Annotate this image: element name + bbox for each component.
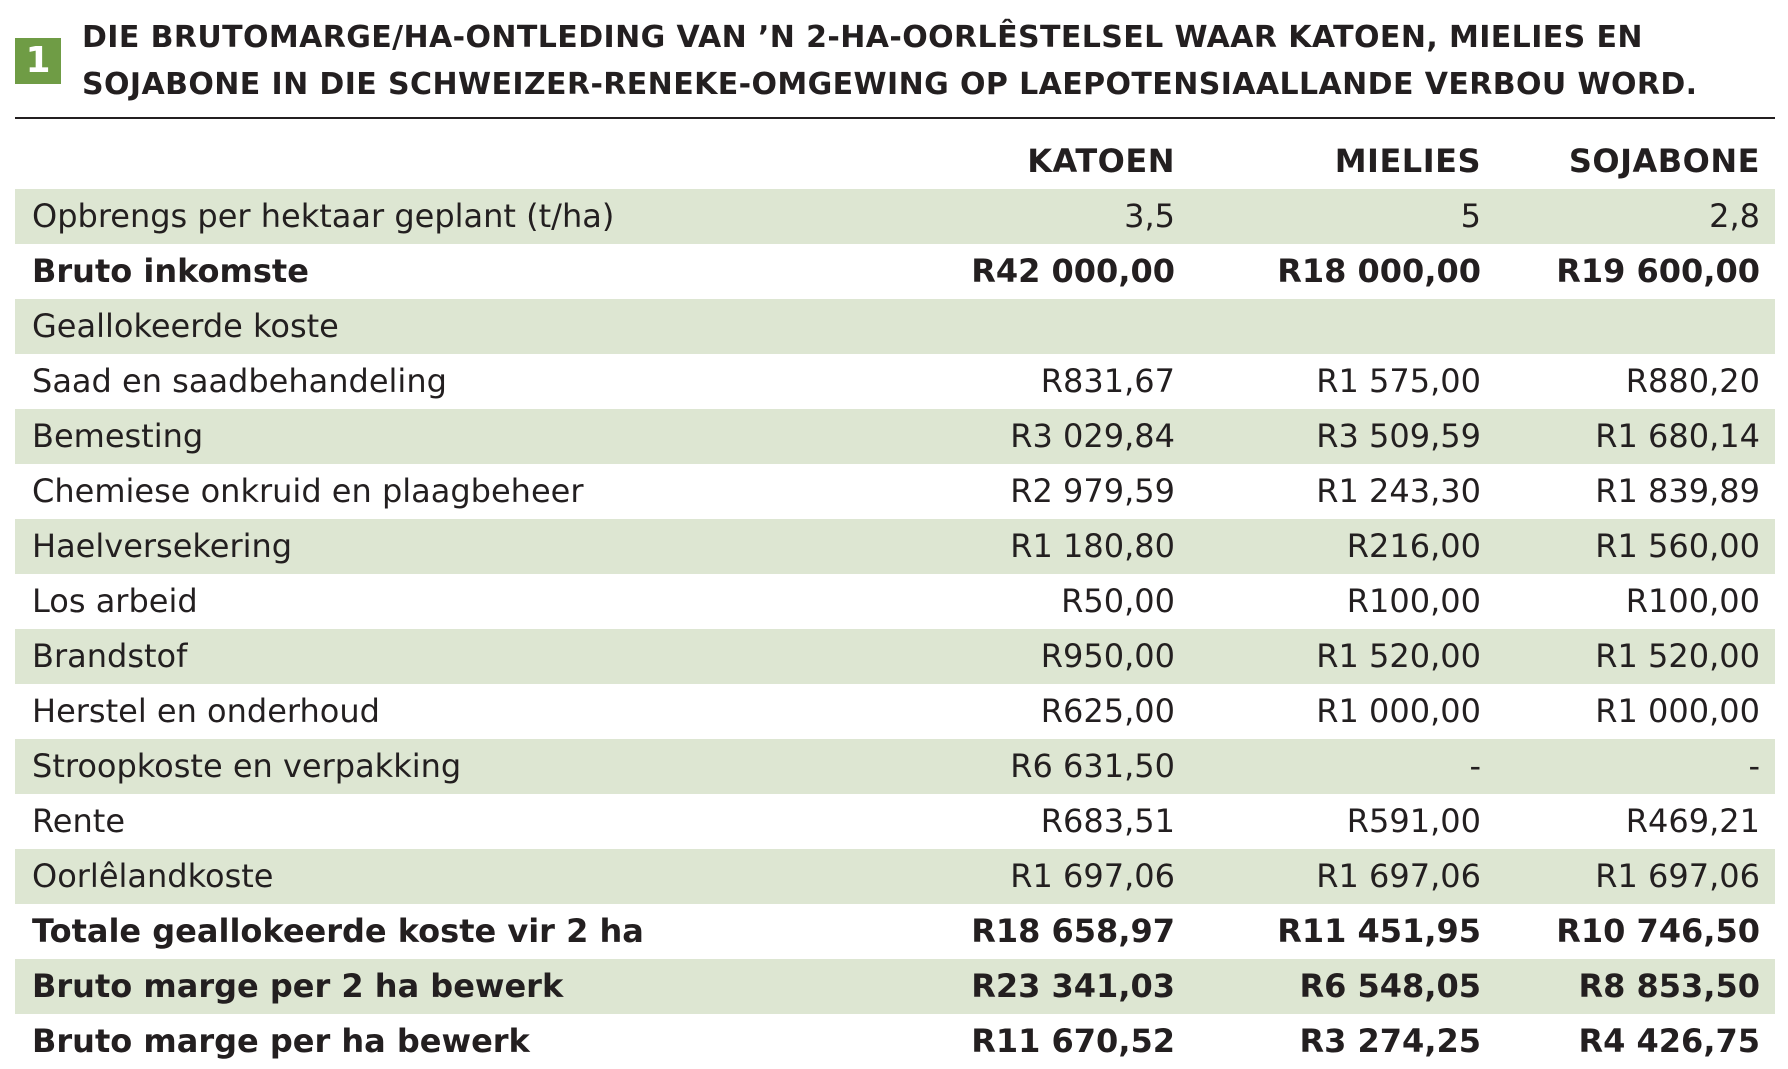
cell-sojabone: R1 680,14: [1481, 409, 1775, 464]
cell-mielies: R6 548,05: [1175, 959, 1481, 1014]
row-label: Herstel en onderhoud: [32, 692, 380, 730]
cell-mielies: R216,00: [1175, 519, 1481, 574]
figure-title-line-2: SOJABONE IN DIE SCHWEIZER-RENEKE-OMGEWING OP LAEPOTENSIAALLANDE VERBOU WORD.: [82, 67, 1698, 102]
cell-sojabone: R1 839,89: [1595, 472, 1760, 510]
table-row: [15, 849, 1775, 904]
cell-katoen: R1 697,06: [895, 849, 1175, 904]
row-label: Rente: [32, 802, 125, 840]
figure-title: [82, 14, 1772, 108]
cell-katoen: R950,00: [895, 629, 1175, 684]
cell-katoen: 3,5: [895, 189, 1175, 244]
row-label: Haelversekering: [15, 519, 895, 574]
cell-katoen: R23 341,03: [895, 959, 1175, 1014]
cell-mielies: R18 000,00: [1277, 252, 1481, 290]
row-label: Chemiese onkruid en plaagbeheer: [32, 472, 584, 510]
cell-katoen: R18 658,97: [971, 912, 1175, 950]
row-label: Bruto marge per 2 ha bewerk: [15, 959, 895, 1014]
cell-mielies: R1 520,00: [1175, 629, 1481, 684]
table-row: [15, 189, 1775, 244]
row-label: Bruto inkomste: [32, 252, 309, 290]
table-row: [15, 354, 1775, 409]
table-row: [15, 684, 1775, 739]
cell-mielies: [1175, 299, 1481, 354]
cell-katoen: R2 979,59: [1010, 472, 1175, 510]
table-row: [15, 794, 1775, 849]
cell-katoen: R50,00: [1061, 582, 1175, 620]
cell-mielies: R1 000,00: [1316, 692, 1481, 730]
table-row: [15, 409, 1775, 464]
cell-sojabone: R10 746,50: [1556, 912, 1760, 950]
cell-mielies: R3 274,25: [1299, 1022, 1481, 1060]
table-row: [15, 464, 1775, 519]
cell-mielies: R1 575,00: [1316, 362, 1481, 400]
cell-katoen: R3 029,84: [895, 409, 1175, 464]
header-mielies: MIELIES: [1334, 142, 1481, 180]
table-row: [15, 574, 1775, 629]
table-row: [15, 299, 1775, 354]
header-label-column: [15, 134, 895, 189]
cell-katoen: R625,00: [1040, 692, 1175, 730]
cell-sojabone: R880,20: [1625, 362, 1760, 400]
table-row: [15, 519, 1775, 574]
table-row: [15, 904, 1775, 959]
row-label: Brandstof: [15, 629, 895, 684]
row-label: Totale geallokeerde koste vir 2 ha: [32, 912, 644, 950]
cell-sojabone: -: [1481, 739, 1775, 794]
header-sojabone: SOJABONE: [1568, 142, 1760, 180]
cell-sojabone: R469,21: [1625, 802, 1760, 840]
cell-sojabone: 2,8: [1481, 189, 1775, 244]
cell-mielies: R1 697,06: [1175, 849, 1481, 904]
row-label: Saad en saadbehandeling: [32, 362, 447, 400]
table-row: [15, 959, 1775, 1014]
row-label: Opbrengs per hektaar geplant (t/ha): [15, 189, 895, 244]
figure-number-badge: 1: [15, 38, 61, 84]
cell-sojabone: R1 560,00: [1481, 519, 1775, 574]
table-row: [15, 629, 1775, 684]
table-header-row: [15, 134, 1775, 189]
row-label: Los arbeid: [32, 582, 198, 620]
table-row: [15, 739, 1775, 794]
cell-sojabone: R1 000,00: [1595, 692, 1760, 730]
figure-title-line-1: DIE BRUTOMARGE/HA-ONTLEDING VAN ’N 2-HA-OORLÊSTELSEL WAAR KATOEN, MIELIES EN: [82, 20, 1643, 55]
header-katoen: KATOEN: [1027, 142, 1175, 180]
table-row: [15, 1014, 1775, 1069]
cell-sojabone: R19 600,00: [1556, 252, 1760, 290]
cell-mielies: R591,00: [1346, 802, 1481, 840]
cell-mielies: -: [1175, 739, 1481, 794]
cell-mielies: R11 451,95: [1277, 912, 1481, 950]
cell-katoen: R11 670,52: [971, 1022, 1175, 1060]
cell-katoen: R831,67: [1040, 362, 1175, 400]
cell-katoen: R1 180,80: [895, 519, 1175, 574]
cell-sojabone: [1481, 299, 1775, 354]
row-label: Bemesting: [15, 409, 895, 464]
row-label: Bruto marge per ha bewerk: [32, 1022, 530, 1060]
row-label: Oorlêlandkoste: [15, 849, 895, 904]
row-label: Stroopkoste en verpakking: [15, 739, 895, 794]
title-divider: [15, 117, 1775, 119]
cell-mielies: 5: [1175, 189, 1481, 244]
cell-sojabone: R8 853,50: [1481, 959, 1775, 1014]
table-row: [15, 244, 1775, 299]
cell-katoen: R683,51: [1040, 802, 1175, 840]
cell-mielies: R100,00: [1346, 582, 1481, 620]
gross-margin-table: [15, 134, 1775, 1069]
row-label: Geallokeerde koste: [15, 299, 895, 354]
cell-sojabone: R4 426,75: [1578, 1022, 1760, 1060]
cell-sojabone: R1 520,00: [1481, 629, 1775, 684]
cell-katoen: R6 631,50: [895, 739, 1175, 794]
cell-mielies: R1 243,30: [1316, 472, 1481, 510]
cell-katoen: [895, 299, 1175, 354]
cell-mielies: R3 509,59: [1175, 409, 1481, 464]
cell-katoen: R42 000,00: [971, 252, 1175, 290]
figure-header: [15, 14, 1775, 117]
cell-sojabone: R100,00: [1625, 582, 1760, 620]
cell-sojabone: R1 697,06: [1481, 849, 1775, 904]
